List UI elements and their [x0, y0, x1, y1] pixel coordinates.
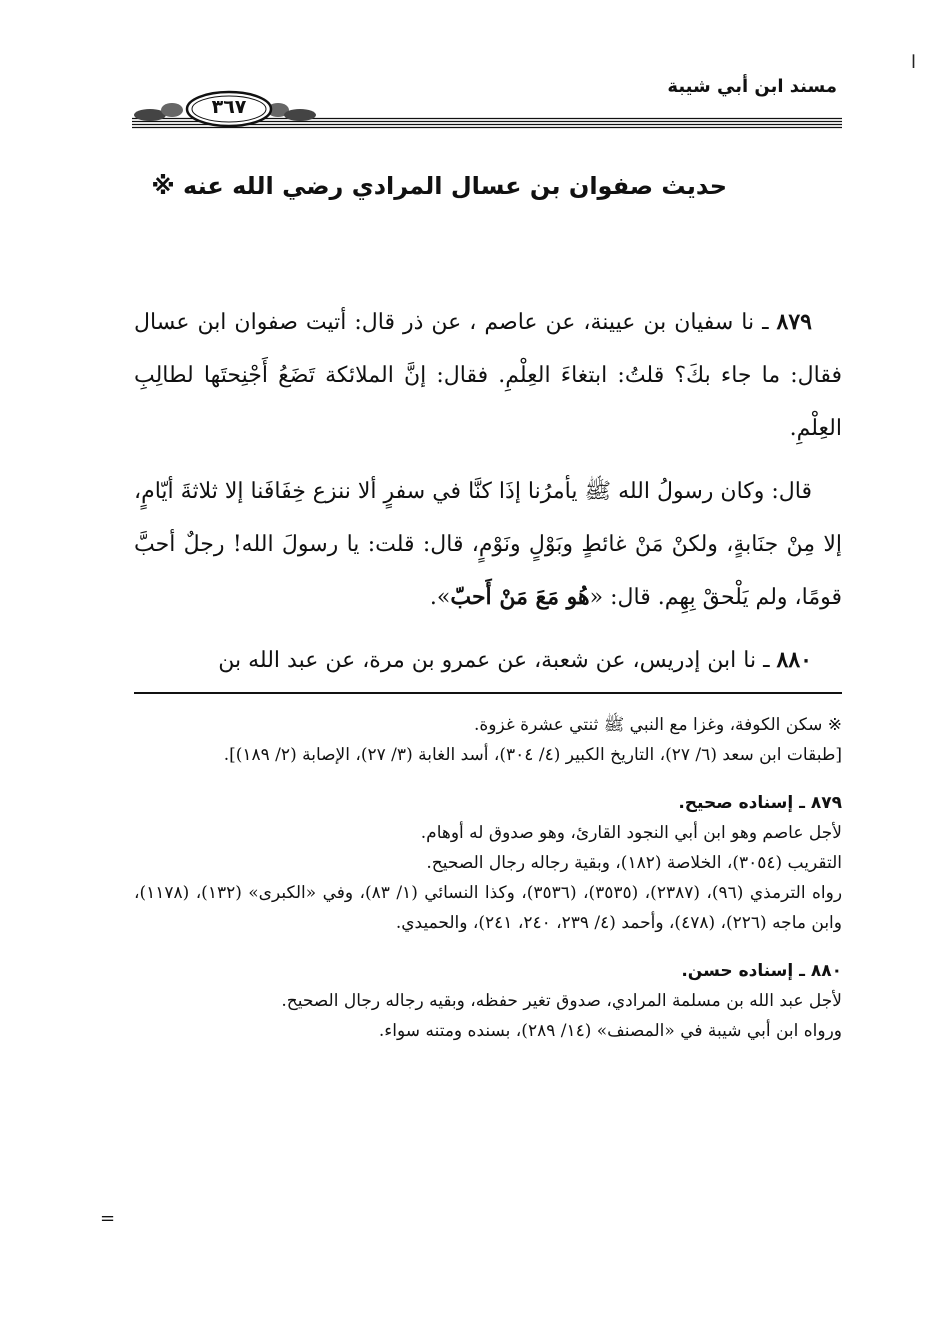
hadith-text: ـ نا ابن إدريس، عن شعبة، عن عمرو بن مرة، عن عبد الله بن [218, 648, 777, 673]
footnote-line: ※ سكن الكوفة، وغزا مع النبي ﷺ ثنتي عشرة غزوة. [473, 715, 842, 735]
footnote-line: لأجل عاصم وهو ابن أبي النجود القارئ، وهو صدوق له أوهام. [420, 823, 842, 843]
footnote-line: ورواه ابن أبي شيبة في «المصنف» (١٤/ ٢٨٩)، بسنده ومتنه سواء. [378, 1021, 842, 1041]
footnote-line: لأجل عبد الله بن مسلمة المرادي، صدوق تغير حفظه، وبقيه رجاله رجال الصحيح. [281, 991, 842, 1011]
hadith-text: قال: وكان رسولُ الله ﷺ يأمرُنا إذَا كنَّا في سفرٍ ألا ننزع خِفَافَنا إلا ثلاثةَ أيّامٍ، إلا مِنْ جنَابةٍ، ولكنْ مَنْ غائطٍ وبَوْلٍ ونَوْمٍ، قال: قلت: يا رسولَ الله! رجلٌ أحبَّ قومًا، ولم يَلْحقْ بِهِم. قال: « [134, 479, 842, 610]
footnote-line: رواه الترمذي (٩٦)، (٢٣٨٧)، (٣٥٣٥)، (٣٥٣٦)، وكذا النسائي (١/ ٨٣)، وفي «الكبرى» (١٣٢)، (١١٧٨)، وابن ماجه (٢٢٦)، (٤٧٨)، وأحمد (٤/ ٢٣٩، ٢٤٠، ٢٤١)، والحميدي. [134, 883, 843, 933]
footnote-heading: ٨٧٩ ـ إسناده صحيح. [678, 793, 842, 813]
corner-mark: ا [910, 52, 916, 73]
hadith-880 [134, 634, 842, 687]
chapter-title: حديث صفوان بن عسال المرادي رضي الله عنه ※ [151, 172, 727, 200]
footnote-separator [134, 692, 842, 694]
hadith-text: ـ نا سفيان بن عيينة، عن عاصم ، عن ذر قال: أتيت صفوان ابن عسال فقال: ما جاء بكَ؟ قلتُ: ابتغاءَ العِلْمِ. فقال: إنَّ الملائكة تَضَعُ أَجْنِحتَها لطالِبِ العِلْمِ. [134, 310, 842, 441]
page-number: ٣٦٧ [211, 96, 247, 118]
prophetic-quote: هُو مَعَ مَنْ أَحبّ [450, 584, 590, 610]
footnote-line: التقريب (٣٠٥٤)، الخلاصة (١٨٢)، وبقية رجاله رجال الصحيح. [426, 853, 842, 873]
note-879 [134, 788, 842, 938]
footnotes [134, 710, 842, 1064]
footnote-line: [طبقات ابن سعد (٦/ ٢٧)، التاريخ الكبير (٤/ ٣٠٤)، أسد الغابة (٣/ ٢٧)، الإصابة (٢/ ١٨٩)]. [223, 745, 842, 765]
continuation-mark: = [100, 1208, 116, 1229]
running-head: مسند ابن أبي شيبة [667, 76, 837, 97]
main-text [134, 296, 842, 697]
biography-note [134, 710, 842, 770]
hadith-879 [134, 296, 842, 455]
hadith-number: ٨٨٠ [776, 647, 812, 673]
quote-close: ». [429, 585, 451, 610]
note-880 [134, 956, 842, 1046]
hadith-879-continuation [134, 465, 842, 624]
footnote-heading: ٨٨٠ ـ إسناده حسن. [681, 961, 842, 981]
hadith-number: ٨٧٩ [776, 309, 812, 335]
